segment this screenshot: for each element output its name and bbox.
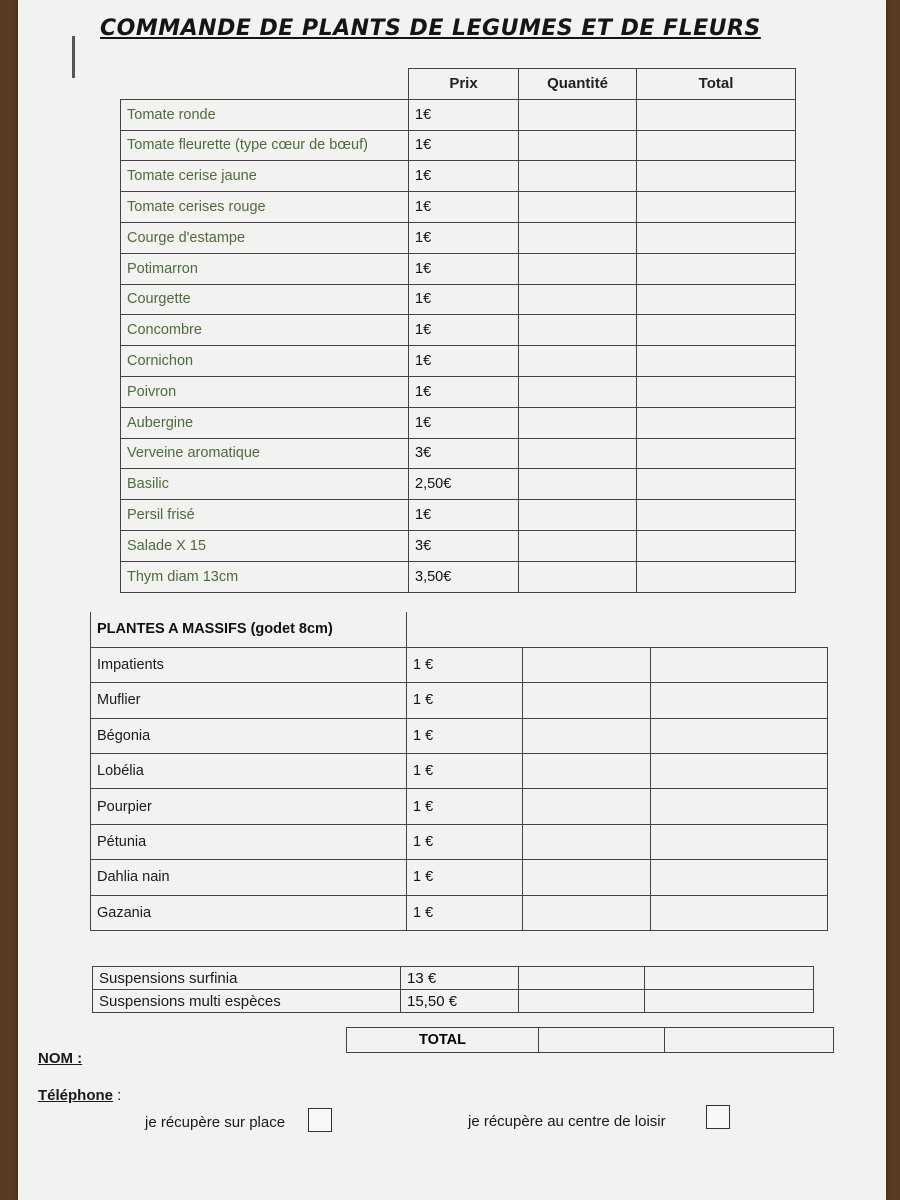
quantity-cell[interactable] bbox=[523, 683, 651, 718]
product-price: 1 € bbox=[407, 860, 523, 895]
quantity-cell[interactable] bbox=[519, 161, 637, 192]
table-row bbox=[121, 222, 796, 253]
product-price: 15,50 € bbox=[401, 990, 519, 1013]
table-row bbox=[121, 130, 796, 161]
product-name: Concombre bbox=[121, 315, 409, 346]
quantity-cell[interactable] bbox=[519, 192, 637, 223]
total-cell[interactable] bbox=[645, 990, 814, 1013]
table-row bbox=[121, 376, 796, 407]
product-name: Thym diam 13cm bbox=[121, 561, 409, 592]
table-row bbox=[121, 315, 796, 346]
total-cell[interactable] bbox=[637, 284, 796, 315]
total-cell[interactable] bbox=[637, 315, 796, 346]
table-row bbox=[121, 192, 796, 223]
product-name: Pourpier bbox=[91, 789, 407, 824]
total-label: TOTAL bbox=[347, 1028, 539, 1053]
product-price: 1€ bbox=[409, 376, 519, 407]
product-name: Gazania bbox=[91, 895, 407, 930]
total-row bbox=[347, 1028, 834, 1053]
product-price: 3€ bbox=[409, 530, 519, 561]
quantity-cell[interactable] bbox=[519, 530, 637, 561]
total-cell[interactable] bbox=[637, 407, 796, 438]
pen-mark bbox=[72, 36, 75, 78]
total-cell-1[interactable] bbox=[539, 1028, 665, 1053]
total-cell[interactable] bbox=[651, 895, 828, 930]
total-cell[interactable] bbox=[637, 346, 796, 377]
product-price: 3,50€ bbox=[409, 561, 519, 592]
total-cell[interactable] bbox=[637, 222, 796, 253]
quantity-cell[interactable] bbox=[519, 253, 637, 284]
quantity-cell[interactable] bbox=[523, 824, 651, 859]
vegetables-table bbox=[120, 68, 796, 593]
product-price: 1 € bbox=[407, 683, 523, 718]
total-cell[interactable] bbox=[651, 860, 828, 895]
product-name: Salade X 15 bbox=[121, 530, 409, 561]
product-price: 1 € bbox=[407, 718, 523, 753]
product-price: 1 € bbox=[407, 789, 523, 824]
total-cell[interactable] bbox=[645, 967, 814, 990]
quantity-cell[interactable] bbox=[523, 718, 651, 753]
table-row bbox=[121, 561, 796, 592]
table-row bbox=[121, 500, 796, 531]
total-cell[interactable] bbox=[637, 99, 796, 130]
product-name: Bégonia bbox=[91, 718, 407, 753]
quantity-cell[interactable] bbox=[519, 284, 637, 315]
product-price: 1€ bbox=[409, 346, 519, 377]
total-table bbox=[346, 1027, 834, 1053]
product-name: Muflier bbox=[91, 683, 407, 718]
product-name: Verveine aromatique bbox=[121, 438, 409, 469]
table-row bbox=[91, 789, 828, 824]
header-row bbox=[121, 69, 796, 100]
quantity-cell[interactable] bbox=[523, 754, 651, 789]
option-sur-place-label: je récupère sur place bbox=[145, 1114, 286, 1131]
table-row bbox=[121, 346, 796, 377]
flowers-section-title: PLANTES A MASSIFS (godet 8cm) bbox=[91, 612, 407, 647]
product-name: Potimarron bbox=[121, 253, 409, 284]
quantity-cell[interactable] bbox=[519, 346, 637, 377]
total-cell[interactable] bbox=[651, 647, 828, 682]
product-price: 1€ bbox=[409, 161, 519, 192]
header-prix: Prix bbox=[409, 69, 519, 100]
product-name: Cornichon bbox=[121, 346, 409, 377]
table-row bbox=[121, 530, 796, 561]
total-cell[interactable] bbox=[651, 683, 828, 718]
total-cell[interactable] bbox=[651, 754, 828, 789]
product-name: Tomate ronde bbox=[121, 99, 409, 130]
product-name: Pétunia bbox=[91, 824, 407, 859]
table-row bbox=[93, 990, 814, 1013]
quantity-cell[interactable] bbox=[519, 407, 637, 438]
total-cell[interactable] bbox=[637, 253, 796, 284]
total-cell[interactable] bbox=[637, 561, 796, 592]
product-price: 1 € bbox=[407, 754, 523, 789]
quantity-cell[interactable] bbox=[519, 438, 637, 469]
product-price: 1 € bbox=[407, 647, 523, 682]
table-row bbox=[121, 407, 796, 438]
nom-label: NOM : bbox=[38, 1050, 83, 1067]
product-price: 1€ bbox=[409, 192, 519, 223]
total-cell[interactable] bbox=[651, 718, 828, 753]
telephone-colon: : bbox=[113, 1087, 122, 1104]
product-price: 1€ bbox=[409, 284, 519, 315]
product-price: 2,50€ bbox=[409, 469, 519, 500]
total-cell[interactable] bbox=[637, 438, 796, 469]
total-cell[interactable] bbox=[637, 530, 796, 561]
product-price: 1€ bbox=[409, 130, 519, 161]
total-cell[interactable] bbox=[637, 469, 796, 500]
table-row bbox=[91, 895, 828, 930]
product-price: 1 € bbox=[407, 824, 523, 859]
product-price: 1€ bbox=[409, 500, 519, 531]
product-name: Impatients bbox=[91, 647, 407, 682]
quantity-cell[interactable] bbox=[519, 561, 637, 592]
sur-place-checkbox[interactable] bbox=[308, 1108, 332, 1132]
table-row bbox=[91, 647, 828, 682]
product-name: Courge d'estampe bbox=[121, 222, 409, 253]
table-row bbox=[121, 284, 796, 315]
section-header-row bbox=[91, 612, 828, 647]
product-name: Suspensions multi espèces bbox=[93, 990, 401, 1013]
table-row bbox=[121, 469, 796, 500]
product-price: 1 € bbox=[407, 895, 523, 930]
quantity-cell[interactable] bbox=[519, 315, 637, 346]
table-row bbox=[121, 99, 796, 130]
table-row bbox=[121, 253, 796, 284]
quantity-cell[interactable] bbox=[519, 469, 637, 500]
product-price: 1€ bbox=[409, 407, 519, 438]
quantity-cell[interactable] bbox=[523, 895, 651, 930]
product-name: Tomate cerises rouge bbox=[121, 192, 409, 223]
quantity-cell[interactable] bbox=[519, 990, 645, 1013]
product-price: 1€ bbox=[409, 99, 519, 130]
option-centre-label: je récupère au centre de loisir bbox=[468, 1113, 666, 1130]
telephone-label: Téléphone bbox=[38, 1087, 114, 1104]
table-row bbox=[121, 161, 796, 192]
quantity-cell[interactable] bbox=[519, 222, 637, 253]
total-cell[interactable] bbox=[637, 376, 796, 407]
header-quantite: Quantité bbox=[519, 69, 637, 100]
telephone-line bbox=[38, 1087, 121, 1104]
flowers-table bbox=[90, 612, 828, 931]
quantity-cell[interactable] bbox=[519, 99, 637, 130]
total-cell[interactable] bbox=[651, 824, 828, 859]
product-price: 3€ bbox=[409, 438, 519, 469]
quantity-cell[interactable] bbox=[519, 376, 637, 407]
total-cell[interactable] bbox=[637, 130, 796, 161]
quantity-cell[interactable] bbox=[519, 500, 637, 531]
product-name: Tomate fleurette (type cœur de bœuf) bbox=[121, 130, 409, 161]
table-row bbox=[91, 824, 828, 859]
quantity-cell[interactable] bbox=[523, 789, 651, 824]
total-cell-2[interactable] bbox=[665, 1028, 834, 1053]
centre-loisir-checkbox[interactable] bbox=[706, 1105, 730, 1129]
table-row bbox=[93, 967, 814, 990]
table-row bbox=[91, 718, 828, 753]
product-name: Tomate cerise jaune bbox=[121, 161, 409, 192]
product-name: Poivron bbox=[121, 376, 409, 407]
quantity-cell[interactable] bbox=[523, 647, 651, 682]
product-name: Aubergine bbox=[121, 407, 409, 438]
table-row bbox=[91, 754, 828, 789]
total-cell[interactable] bbox=[651, 789, 828, 824]
product-name: Persil frisé bbox=[121, 500, 409, 531]
product-price: 1€ bbox=[409, 222, 519, 253]
suspensions-table bbox=[92, 966, 814, 1013]
table-row bbox=[91, 683, 828, 718]
total-cell[interactable] bbox=[637, 500, 796, 531]
total-cell[interactable] bbox=[637, 161, 796, 192]
product-name: Lobélia bbox=[91, 754, 407, 789]
table-row bbox=[91, 860, 828, 895]
quantity-cell[interactable] bbox=[519, 130, 637, 161]
header-total: Total bbox=[637, 69, 796, 100]
quantity-cell[interactable] bbox=[523, 860, 651, 895]
table-row bbox=[121, 438, 796, 469]
product-price: 1€ bbox=[409, 315, 519, 346]
form-title: COMMANDE DE PLANTS DE LEGUMES ET DE FLEURS bbox=[100, 16, 761, 41]
total-cell[interactable] bbox=[637, 192, 796, 223]
product-name: Dahlia nain bbox=[91, 860, 407, 895]
product-name: Suspensions surfinia bbox=[93, 967, 401, 990]
product-price: 13 € bbox=[401, 967, 519, 990]
quantity-cell[interactable] bbox=[519, 967, 645, 990]
product-name: Basilic bbox=[121, 469, 409, 500]
product-price: 1€ bbox=[409, 253, 519, 284]
product-name: Courgette bbox=[121, 284, 409, 315]
